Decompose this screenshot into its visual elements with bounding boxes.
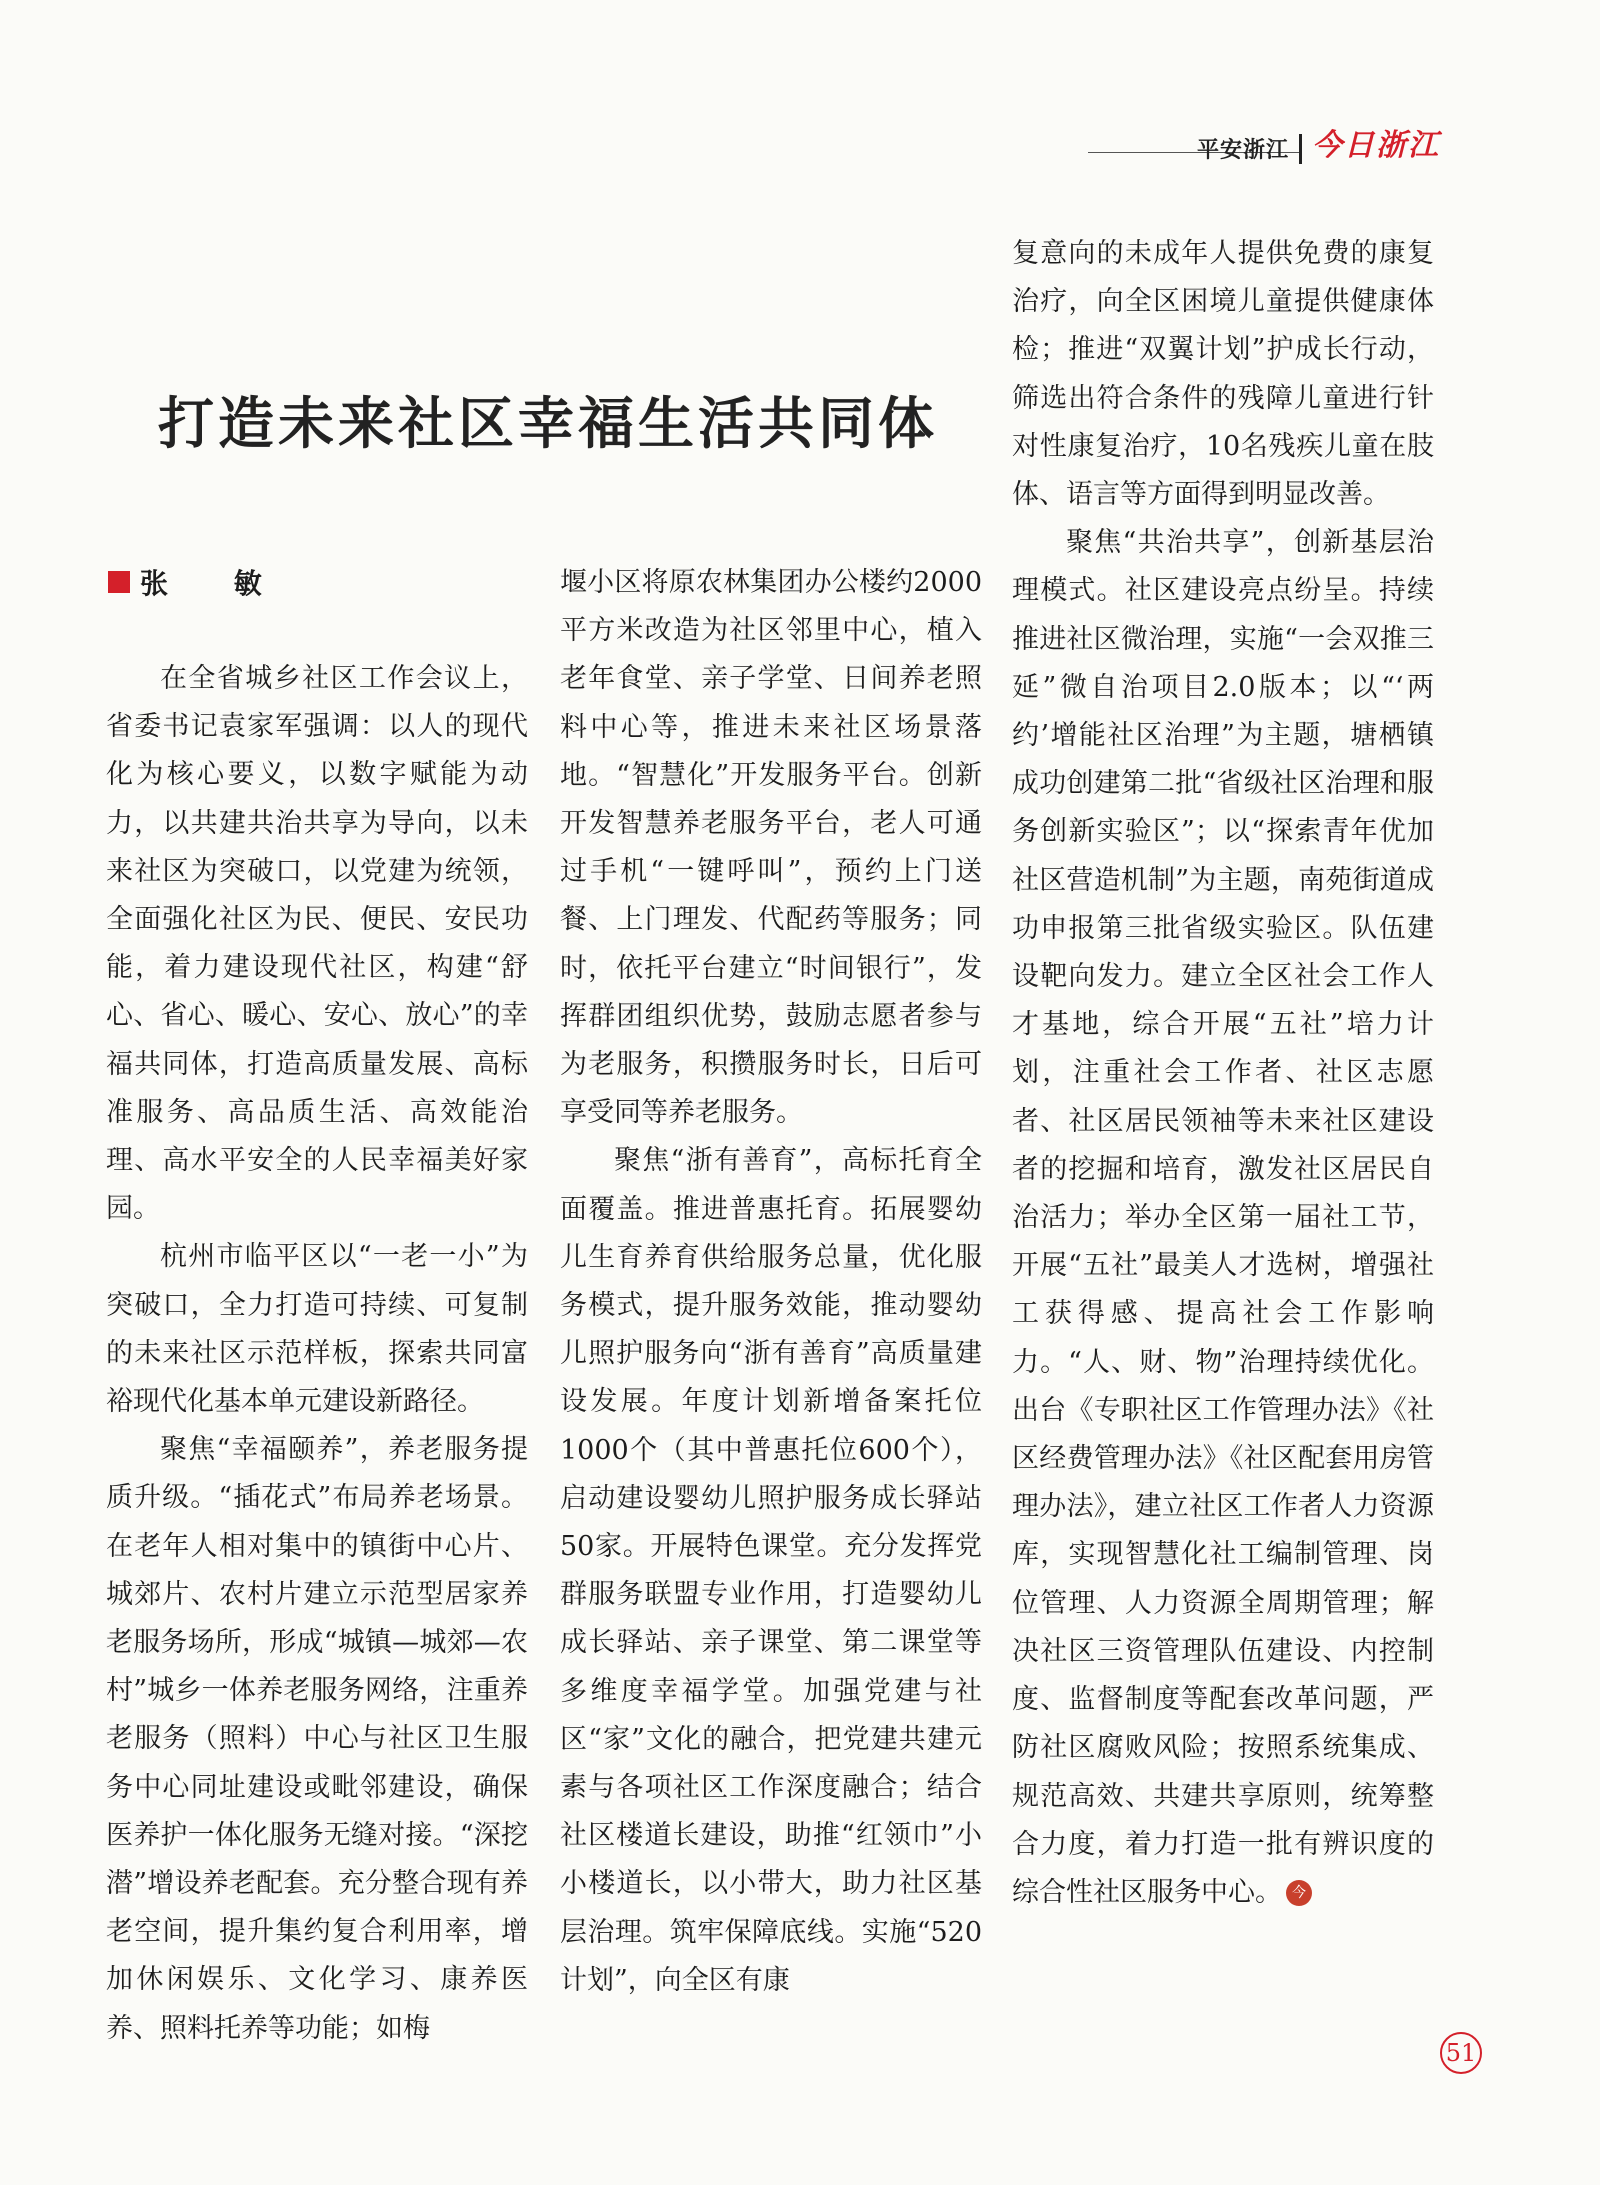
text-column-1 <box>106 655 528 2053</box>
paragraph: 聚焦“浙有善育”，高标托育全面覆盖。推进普惠托育。拓展婴幼儿生育养育供给服务总量，优化服务模式，提升服务效能，推动婴幼儿照护服务向“浙有善育”高质量建设发展。年度计划新增备案托位1000个（其中普惠托位600个），启动建设婴幼儿照护服务成长驿站50家。开展特色课堂。充分发挥党群服务联盟专业作用，打造婴幼儿成长驿站、亲子课堂、第二课堂等多维度幸福学堂。加强党建与社区“家”文化的融合，把党建共建元素与各项社区工作深度融合；结合社区楼道长建设，助推“红领巾”小小楼道长，以小带大，助力社区基层治理。筑牢保障底线。实施“520计划”，向全区有康 <box>560 1145 982 1996</box>
author-name: 张 敏 <box>140 567 290 600</box>
article-title: 打造未来社区幸福生活共同体 <box>158 392 938 457</box>
header-divider <box>1299 134 1302 164</box>
article-end-icon: 今 <box>1286 1880 1312 1906</box>
paragraph: 堰小区将原农林集团办公楼约2000平方米改造为社区邻里中心，植入老年食堂、亲子学堂、日间养老照料中心等，推进未来社区场景落地。“智慧化”开发服务平台。创新开发智慧养老服务平台，老人可通过手机“一键呼叫”，预约上门送餐、上门理发、代配药等服务；同时，依托平台建立“时间银行”，发挥群团组织优势，鼓励志愿者参与为老服务，积攒服务时长，日后可享受同等养老服务。 <box>560 567 982 1129</box>
paragraph: 复意向的未成年人提供免费的康复治疗，向全区困境儿童提供健康体检；推进“双翼计划”护成长行动，筛选出符合条件的残障儿童进行针对性康复治疗，10名残疾儿童在肢体、语言等方面得到明显改善。 <box>1012 238 1434 511</box>
paragraph: 在全省城乡社区工作会议上，省委书记袁家军强调：以人的现代化为核心要义，以数字赋能为动力，以共建共治共享为导向，以未来社区为突破口，以党建为统领，全面强化社区为民、便民、安民功能，着力建设现代社区，构建“舒心、省心、暖心、安心、放心”的幸福共同体，打造高质量发展、高标准服务、高品质生活、高效能治理、高水平安全的人民幸福美好家园。 <box>106 663 528 1225</box>
text-column-3 <box>1012 230 1434 1917</box>
text-column-2 <box>560 559 982 2005</box>
page-number: 51 <box>1440 2032 1482 2074</box>
paragraph: 聚焦“幸福颐养”，养老服务提质升级。“插花式”布局养老场景。在老年人相对集中的镇街中心片、城郊片、农村片建立示范型居家养老服务场所，形成“城镇—城郊—农村”城乡一体养老服务网络，注重养老服务（照料）中心与社区卫生服务中心同址建设或毗邻建设，确保医养护一体化服务无缝对接。“深挖潜”增设养老配套。充分整合现有养老空间，提升集约复合利用率，增加休闲娱乐、文化学习、康养医养、照料托养等功能；如梅 <box>106 1434 528 2044</box>
magazine-logo: 今日浙江 <box>1312 128 1440 163</box>
paragraph-text: 聚焦“共治共享”，创新基层治理模式。社区建设亮点纷呈。持续推进社区微治理，实施“一会双推三延”微自治项目2.0版本；以“‘两约’增能社区治理”为主题，塘栖镇成功创建第二批“省级社区治理和服务创新实验区”；以“探索青年优加社区营造机制”为主题，南苑街道成功申报第三批省级实验区。队伍建设靶向发力。建立全区社会工作人才基地，综合开展“五社”培力计划，注重社会工作者、社区志愿者、社区居民领袖等未来社区建设者的挖掘和培育，激发社区居民自治活力；举办全区第一届社工节，开展“五社”最美人才选树，增强社工获得感、提高社会工作影响力。“人、财、物”治理持续优化。出台《专职社区工作管理办法》《社区经费管理办法》《社区配套用房管理办法》，建立社区工作者人力资源库，实现智慧化社工编制管理、岗位管理、人力资源全周期管理；解决社区三资管理队伍建设、内控制度、监督制度等配套改革问题，严防社区腐败风险；按照系统集成、规范高效、共建共享原则，统筹整合力度，着力打造一批有辨识度的综合性社区服务中心。 <box>1012 527 1434 1908</box>
header-section-label: 平安浙江 <box>1196 138 1289 163</box>
paragraph <box>1012 519 1434 1917</box>
paragraph: 杭州市临平区以“一老一小”为突破口，全力打造可持续、可复制的未来社区示范样板，探索共同富裕现代化基本单元建设新路径。 <box>106 1241 528 1418</box>
page-header <box>1197 120 1440 164</box>
author-square-icon <box>108 571 130 593</box>
author-line <box>108 562 290 602</box>
